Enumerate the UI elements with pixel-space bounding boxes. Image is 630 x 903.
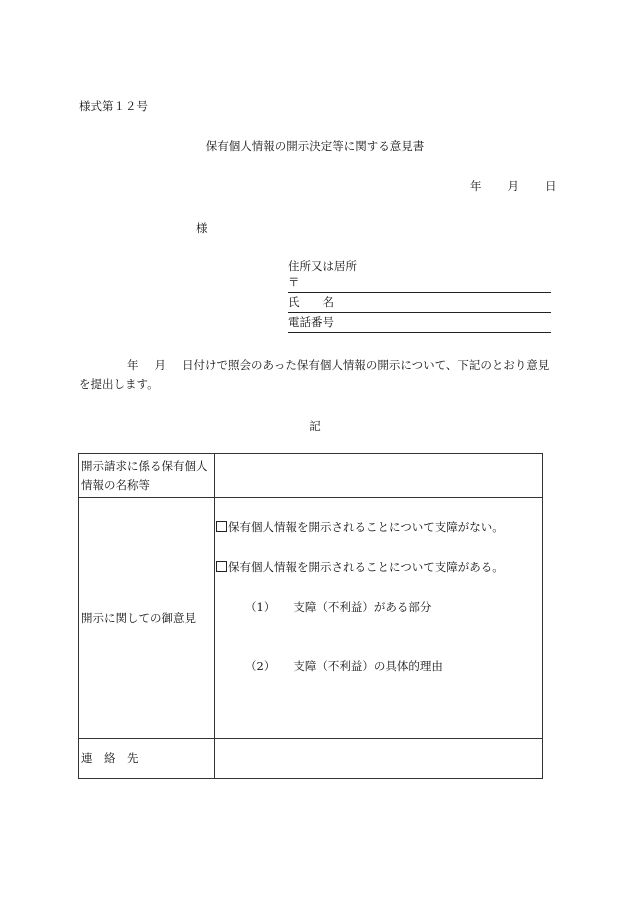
table-row (79, 454, 543, 498)
option-issue-label: 保有個人情報を開示されることについて支障がある。 (228, 560, 504, 574)
contact-label: 連 絡 先 (79, 739, 215, 779)
date-day-label: 日 (545, 179, 557, 193)
option-no-issue[interactable] (216, 519, 504, 535)
checkbox-icon[interactable] (216, 521, 227, 532)
body-text: 日付けで照会のあった保有個人情報の開示について、下記のとおり意見を提出します。 (79, 358, 550, 391)
sender-phone-field[interactable] (288, 314, 551, 333)
sub-item-1-number: （1） (245, 600, 276, 614)
info-name-field[interactable] (215, 454, 543, 498)
info-name-label: 開示請求に係る保有個人情報の名称等 (79, 454, 215, 498)
opinion-label: 開示に関しての御意見 (79, 498, 215, 739)
sub-item-2-number: （2） (245, 659, 276, 673)
page-title: 保有個人情報の開示決定等に関する意見書 (205, 139, 425, 153)
note-heading: 記 (309, 419, 321, 433)
table-row (79, 739, 543, 779)
postal-mark: 〒 (288, 275, 300, 289)
form-number: 様式第１２号 (79, 99, 148, 113)
body-paragraph (79, 356, 551, 394)
sub-item-2 (245, 658, 443, 674)
sub-item-2-text: 支障（不利益）の具体的理由 (293, 659, 443, 673)
opinion-field[interactable] (215, 498, 543, 739)
option-no-issue-label: 保有個人情報を開示されることについて支障がない。 (228, 520, 504, 534)
body-month-label: 月 (154, 358, 166, 372)
date-line (470, 178, 557, 194)
sub-item-1-text: 支障（不利益）がある部分 (293, 600, 432, 614)
sub-item-1 (245, 599, 431, 615)
option-issue[interactable] (216, 559, 504, 575)
sender-postal-field[interactable] (288, 274, 551, 293)
sender-name-field[interactable] (288, 294, 551, 313)
sender-name-label: 氏 名 (288, 295, 334, 309)
date-year-label: 年 (470, 179, 482, 193)
table-row (79, 498, 543, 739)
sender-address-label: 住所又は居所 (288, 259, 357, 273)
opinion-table (78, 453, 543, 779)
sender-phone-label: 電話番号 (288, 315, 334, 329)
contact-field[interactable] (215, 739, 543, 779)
body-year-label: 年 (127, 358, 139, 372)
date-month-label: 月 (507, 179, 519, 193)
addressee-suffix: 様 (196, 221, 208, 235)
checkbox-icon[interactable] (216, 561, 227, 572)
